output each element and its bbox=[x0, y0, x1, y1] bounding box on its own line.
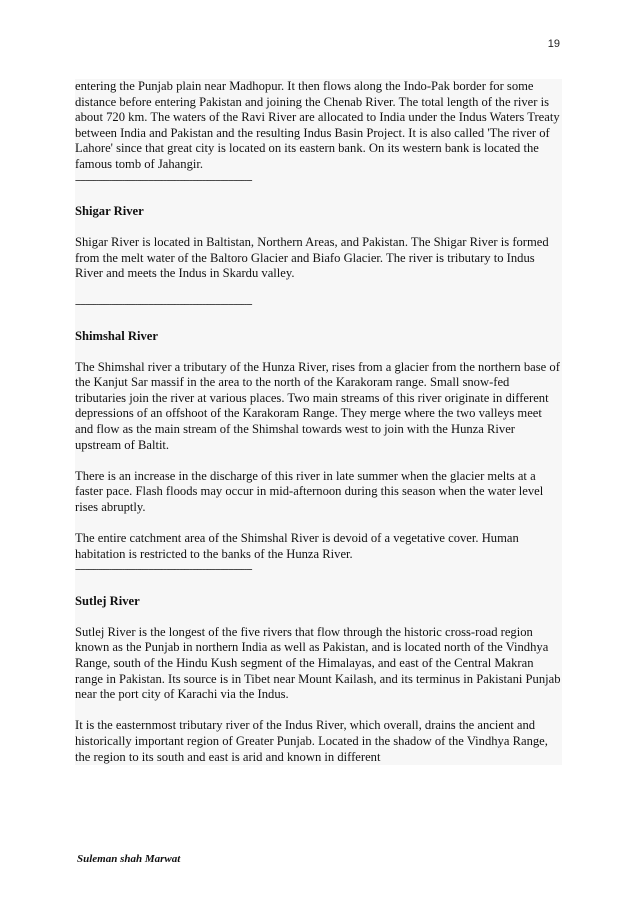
separator-line: -------------------------------------------------------------------- bbox=[75, 174, 252, 186]
sutlej-paragraph-1: Sutlej River is the longest of the five rivers that flow through the historic cross-road region known as the Punjab in northern India as well as Pakistan, and is located north of the Vindhya Range, south of the Hindu Kush segment of the Himalayas, and east of the Central Makran range in Pakistan. Its source is in Tibet near Mount Kailash, and its terminus in Pakistani Punjab near the port city of Karachi via the Indus. bbox=[75, 624, 561, 702]
document-body bbox=[75, 79, 562, 765]
footer-author: Suleman shah Marwat bbox=[77, 853, 181, 865]
shimshal-paragraph-3: The entire catchment area of the Shimshal River is devoid of a vegetative cover. Human habitation is restricted to the banks of the Hunza River. bbox=[75, 531, 519, 561]
shigar-paragraph: Shigar River is located in Baltistan, Northern Areas, and Pakistan. The Shigar River is formed from the melt water of the Baltoro Glacier and Biafo Glacier. The river is tributary to Indus River and meets the Indus in Skardu valley. bbox=[75, 234, 549, 281]
page-number: 19 bbox=[547, 38, 560, 50]
sutlej-paragraph-2: It is the easternmost tributary river of the Indus River, which overall, drains the ancient and historically important region of Greater Punjab. Located in the shadow of the Vindhya Range, the region to its south and east is arid and known in different bbox=[75, 718, 548, 764]
section-heading-shimshal: Shimshal River bbox=[75, 328, 158, 343]
separator-line: -------------------------------------------------------------------- bbox=[75, 299, 252, 311]
section-heading-shigar: Shigar River bbox=[75, 203, 144, 218]
shimshal-paragraph-1: The Shimshal river a tributary of the Hunza River, rises from a glacier from the northern base of the Kanjut Sar massif in the area to the north of the Karakoram range. Small snow-fed tributaries join the river at various places. Two main streams of this river originate in different depressions of an offshoot of the Karakoram Range. They merge where the two valleys meet and flow as the main stream of the Shimshal towards west to join with the Hunza River upstream of Baltit. bbox=[75, 359, 560, 452]
section-heading-sutlej: Sutlej River bbox=[75, 593, 140, 608]
separator-line: -------------------------------------------------------------------- bbox=[75, 564, 252, 576]
intro-paragraph: entering the Punjab plain near Madhopur. It then flows along the Indo-Pak border for some distance before entering Pakistan and joining the Chenab River. The total length of the river is about 720 km. The waters of the Ravi River are allocated to India under the Indus Waters Treaty between India and Pakistan and the resulting Indus Basin Project. It is also called 'The river of Lahore' since that great city is located on its eastern bank. On its western bank is located the famous tomb of Jahangir. bbox=[75, 79, 560, 171]
shimshal-paragraph-2: There is an increase in the discharge of this river in late summer when the glacier melts at a faster pace. Flash floods may occur in mid-afternoon during this season when the water level rises abruptly. bbox=[75, 468, 544, 515]
